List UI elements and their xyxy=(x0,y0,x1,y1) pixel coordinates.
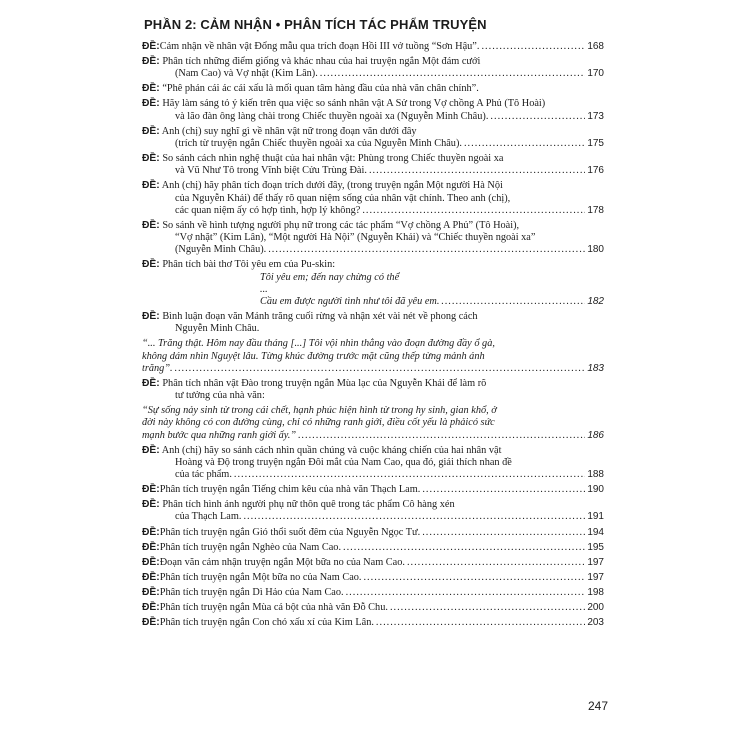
toc-entry-text: (Nguyễn Minh Châu). xyxy=(175,244,267,256)
toc-entry-line xyxy=(142,111,604,123)
toc-entry xyxy=(142,542,604,554)
toc-entry xyxy=(142,378,604,402)
toc-entry xyxy=(142,98,604,122)
toc-entry-label: ĐỀ: xyxy=(142,83,160,95)
toc-entry-text: Phân tích những điểm giống và khác nhau của hai truyện ngắn Một đám cưới xyxy=(162,56,481,68)
poem-line-text: Tôi yêu em; đến nay chừng có thể xyxy=(260,271,400,283)
toc-entry-label: ĐỀ: xyxy=(142,125,160,137)
toc-entry-text: Cảm nhận về nhân vật Đổng mẫu qua trích đoạn Hồi III vở tuồng “Sơn Hậu”. xyxy=(159,41,480,52)
toc-entry-text: Phân tích truyện ngắn Nghèo của Nam Cao. xyxy=(159,541,342,553)
toc-entry xyxy=(142,587,604,599)
toc-entry-text: của Thạch Lam. xyxy=(175,511,242,523)
toc-entry xyxy=(142,572,604,584)
toc-list xyxy=(142,41,604,632)
toc-entry-text: Phân tích truyện ngắn Gió thổi suốt đêm của Nguyễn Ngọc Tư. xyxy=(159,526,421,538)
toc-entry-label: ĐỀ: xyxy=(142,602,160,614)
toc-entry-line xyxy=(142,602,604,614)
toc-page-ref: 194 xyxy=(587,526,604,538)
toc-entry-line xyxy=(142,259,604,271)
toc-entry-text: Phân tích nhân vật Đào trong truyện ngắn Mùa lạc của Nguyễn Khải để làm rõ xyxy=(162,377,487,389)
toc-entry-line xyxy=(142,244,604,256)
toc-page-ref: 197 xyxy=(587,556,604,568)
leader-dots xyxy=(464,138,585,150)
toc-page-ref: 203 xyxy=(587,617,604,629)
toc-entry-line xyxy=(142,220,604,232)
toc-entry-text: Phân tích truyện ngắn Một bữa no của Nam Cao. xyxy=(159,571,362,583)
toc-entry-text: mạnh bước qua những ranh giới ấy.” xyxy=(142,429,297,441)
toc-entry xyxy=(142,405,604,442)
poem-line-text: ... xyxy=(260,283,268,295)
toc-entry-text: “Vợ nhặt” (Kim Lân), “Một người Hà Nội” (Nguyễn Khải) và “Chiếc thuyền ngoài xa” xyxy=(175,232,536,244)
toc-entry xyxy=(142,602,604,614)
toc-entry-line xyxy=(142,68,604,80)
toc-page-ref: 182 xyxy=(587,295,604,307)
leader-dots xyxy=(441,296,585,308)
toc-entry-label: ĐỀ: xyxy=(142,556,160,568)
toc-entry-text: của tác phẩm. xyxy=(175,469,232,481)
book-page xyxy=(140,0,610,750)
toc-entry-line xyxy=(142,527,604,539)
toc-page-ref: 198 xyxy=(587,586,604,598)
toc-entry-line xyxy=(142,180,604,192)
toc-entry-label: ĐỀ: xyxy=(142,377,160,389)
toc-entry-text: So sánh về hình tượng người phụ nữ trong các tác phẩm “Vợ chồng A Phủ” (Tô Hoài), xyxy=(162,219,520,231)
toc-entry-text: không dám nhìn Nguyệt lâu. Từng khúc đường trước mặt cũng thếp từng mảnh ánh xyxy=(142,350,485,362)
toc-page-ref: 178 xyxy=(587,204,604,216)
toc-page-ref: 188 xyxy=(587,469,604,481)
toc-entry-label: ĐỀ: xyxy=(142,259,160,271)
toc-entry-line xyxy=(142,430,604,442)
toc-entry-text: Phân tích truyện ngắn Con chó xấu xí của Kim Lân. xyxy=(159,617,374,629)
toc-page-ref: 173 xyxy=(587,110,604,122)
toc-entry-line xyxy=(142,56,604,68)
toc-entry-line xyxy=(142,311,604,323)
toc-entry-line xyxy=(142,205,604,217)
toc-entry-line xyxy=(142,484,604,496)
toc-entry-line xyxy=(142,572,604,584)
toc-page-ref: 190 xyxy=(587,484,604,496)
toc-entry xyxy=(142,220,604,257)
poem-line xyxy=(142,272,604,284)
toc-entry-text: Đoạn văn cảm nhận truyện ngắn Một bữa no của Nam Cao. xyxy=(159,556,405,568)
toc-entry-line xyxy=(142,405,604,417)
toc-entry-text: tư tưởng của nhà văn: xyxy=(175,390,265,402)
toc-entry-label: ĐỀ: xyxy=(142,153,160,165)
toc-entry xyxy=(142,126,604,150)
toc-entry-text: So sánh cách nhìn nghệ thuật của hai nhân vật: Phùng trong Chiếc thuyền ngoài xa xyxy=(162,153,504,165)
toc-entry-text: trăng”. xyxy=(142,362,173,374)
leader-dots xyxy=(422,527,585,539)
toc-entry-text: “... Trăng thật. Hôm nay đầu tháng [...] Tôi vội nhìn thẳng vào đoạn đường đầy ổ gà, xyxy=(142,338,495,350)
toc-entry xyxy=(142,153,604,177)
toc-entry-label: ĐỀ: xyxy=(142,311,160,323)
toc-page-ref: 180 xyxy=(587,244,604,256)
toc-entry-line xyxy=(142,363,604,375)
toc-entry-line xyxy=(142,390,604,402)
toc-entry-line xyxy=(142,617,604,629)
toc-entry xyxy=(142,484,604,496)
toc-entry-label: ĐỀ: xyxy=(142,571,160,583)
toc-entry-text: “Sự sống nảy sinh từ trong cái chết, hạnh phúc hiện hình từ trong hy sinh, gian khổ, ở xyxy=(142,405,497,417)
page-number: 247 xyxy=(587,699,608,713)
toc-entry-label: ĐỀ: xyxy=(142,41,160,52)
toc-entry-text: đời này không có con đường cùng, chỉ có những ranh giới, điều cốt yếu là phảicó sức xyxy=(142,417,495,429)
toc-page-ref: 183 xyxy=(587,362,604,374)
toc-entry-text: Nguyễn Minh Châu. xyxy=(175,323,260,335)
toc-entry-line xyxy=(142,445,604,457)
toc-entry xyxy=(142,557,604,569)
toc-entry-text: Phân tích truyện ngắn Dì Hảo của Nam Cao. xyxy=(159,586,344,598)
toc-entry-text: Hoàng và Độ trong truyện ngắn Đôi mắt của Nam Cao, qua đó, giải thích nhan đề xyxy=(175,456,512,468)
toc-entry-label: ĐỀ: xyxy=(142,98,160,110)
toc-entry-line xyxy=(142,338,604,350)
toc-entry-text: Hãy làm sáng tỏ ý kiến trên qua việc so sánh nhân vật A Sử trong Vợ chồng A Phủ (Tô Hoài) xyxy=(162,98,546,110)
toc-entry xyxy=(142,499,604,523)
toc-page-ref: 200 xyxy=(587,602,604,614)
toc-entry-line xyxy=(142,542,604,554)
toc-page-ref: 168 xyxy=(587,41,604,52)
leader-dots xyxy=(320,68,586,80)
toc-entry xyxy=(142,445,604,482)
toc-entry-line xyxy=(142,193,604,205)
toc-entry-text: “Phê phán cái ác cái xấu là mối quan tâm hàng đầu của nhà văn chân chính”. xyxy=(162,83,479,95)
leader-dots xyxy=(298,430,585,442)
toc-entry-line xyxy=(142,499,604,511)
leader-dots xyxy=(390,602,585,614)
toc-entry-text: Anh (chị) hãy so sánh cách nhìn quần chúng và cuộc kháng chiến của hai nhân vật xyxy=(161,444,502,456)
toc-entry-line xyxy=(142,98,604,110)
toc-entry-line xyxy=(142,351,604,363)
toc-page-ref: 191 xyxy=(587,511,604,523)
toc-entry-line xyxy=(142,587,604,599)
toc-entry-text: Phân tích truyện ngắn Mùa cá bột của nhà văn Đỗ Chu. xyxy=(159,602,388,614)
toc-page-ref: 186 xyxy=(587,429,604,441)
toc-entry-label: ĐỀ: xyxy=(142,526,160,538)
toc-entry xyxy=(142,180,604,217)
toc-entry-label: ĐỀ: xyxy=(142,617,160,629)
leader-dots xyxy=(407,557,585,569)
leader-dots xyxy=(490,111,585,123)
toc-entry-line xyxy=(142,457,604,469)
toc-entry xyxy=(142,56,604,80)
leader-dots xyxy=(343,542,585,554)
toc-entry-line xyxy=(142,165,604,177)
toc-entry-line xyxy=(142,83,604,95)
toc-entry-text: Anh (chị) hãy phân tích đoạn trích dưới đây, (trong truyện ngắn Một người Hà Nội xyxy=(161,180,503,192)
toc-entry-text: (Nam Cao) và Vợ nhặt (Kim Lân). xyxy=(175,68,318,80)
toc-entry xyxy=(142,617,604,629)
leader-dots xyxy=(346,587,586,599)
poem-line xyxy=(142,284,604,296)
toc-entry-line xyxy=(142,232,604,244)
toc-entry-line xyxy=(142,469,604,481)
leader-dots xyxy=(376,617,585,629)
leader-dots xyxy=(175,363,586,375)
toc-entry-line xyxy=(142,323,604,335)
toc-entry-text: và Vũ Như Tô trong Vĩnh biệt Cửu Trùng Đài. xyxy=(175,165,367,177)
toc-entry-label: ĐỀ: xyxy=(142,541,160,553)
leader-dots xyxy=(243,511,585,523)
toc-entry-line xyxy=(142,41,604,53)
toc-entry-label: ĐỀ: xyxy=(142,586,160,598)
toc-page-ref: 175 xyxy=(587,137,604,149)
toc-entry xyxy=(142,83,604,95)
toc-entry-text: (trích từ truyện ngắn Chiếc thuyền ngoài xa của Nguyễn Minh Châu). xyxy=(175,137,462,149)
toc-entry xyxy=(142,338,604,375)
toc-entry-text: Phân tích hình ảnh người phụ nữ thôn quê trong tác phẩm Cô hàng xén xyxy=(162,499,455,511)
poem-line-text: Cầu em được người tình như tôi đã yêu em. xyxy=(260,295,440,307)
toc-entry-label: ĐỀ: xyxy=(142,219,160,231)
toc-entry-text: của Nguyễn Khải) để thấy rõ quan niệm sống của nhân vật chính. Theo anh (chị), xyxy=(175,192,511,204)
toc-page-ref: 197 xyxy=(587,571,604,583)
toc-entry-label: ĐỀ: xyxy=(142,180,160,192)
toc-entry-label: ĐỀ: xyxy=(142,484,160,496)
leader-dots xyxy=(369,165,585,177)
toc-entry-line xyxy=(142,138,604,150)
toc-entry-line xyxy=(142,378,604,390)
toc-entry xyxy=(142,527,604,539)
leader-dots xyxy=(481,41,585,53)
toc-entry-text: các quan niệm ấy có hợp tình, hợp lý không? xyxy=(175,204,361,216)
toc-entry-line xyxy=(142,126,604,138)
leader-dots xyxy=(268,244,585,256)
poem-line xyxy=(142,296,604,308)
toc-entry-line xyxy=(142,153,604,165)
toc-entry-line xyxy=(142,511,604,523)
toc-entry-text: Bình luận đoạn văn Mảnh trăng cuối rừng và nhận xét vài nét về phong cách xyxy=(162,311,478,323)
toc-entry xyxy=(142,259,604,308)
toc-page-ref: 170 xyxy=(587,68,604,80)
leader-dots xyxy=(362,205,585,217)
toc-page-ref: 195 xyxy=(587,541,604,553)
section-title: PHẦN 2: CẢM NHẬN • PHÂN TÍCH TÁC PHẨM TRUYỆN xyxy=(144,17,487,32)
leader-dots xyxy=(422,484,585,496)
toc-entry-label: ĐỀ: xyxy=(142,56,160,68)
toc-entry xyxy=(142,41,604,53)
toc-entry-text: và lão đàn ông làng chài trong Chiếc thuyền ngoài xa (Nguyễn Minh Châu). xyxy=(175,110,489,122)
toc-entry-text: Anh (chị) suy nghĩ gì về nhân vật nữ trong đoạn văn dưới đây xyxy=(161,125,417,137)
toc-entry-line xyxy=(142,417,604,429)
toc-entry-text: Phân tích bài thơ Tôi yêu em của Pu-skin: xyxy=(162,259,336,271)
toc-page-ref: 176 xyxy=(587,165,604,177)
leader-dots xyxy=(234,469,585,481)
toc-entry-line xyxy=(142,557,604,569)
toc-entry-text: Phân tích truyện ngắn Tiếng chim kêu của nhà văn Thạch Lam. xyxy=(159,484,421,496)
toc-entry-label: ĐỀ: xyxy=(142,499,160,511)
toc-entry xyxy=(142,311,604,335)
toc-entry-label: ĐỀ: xyxy=(142,444,160,456)
leader-dots xyxy=(363,572,585,584)
